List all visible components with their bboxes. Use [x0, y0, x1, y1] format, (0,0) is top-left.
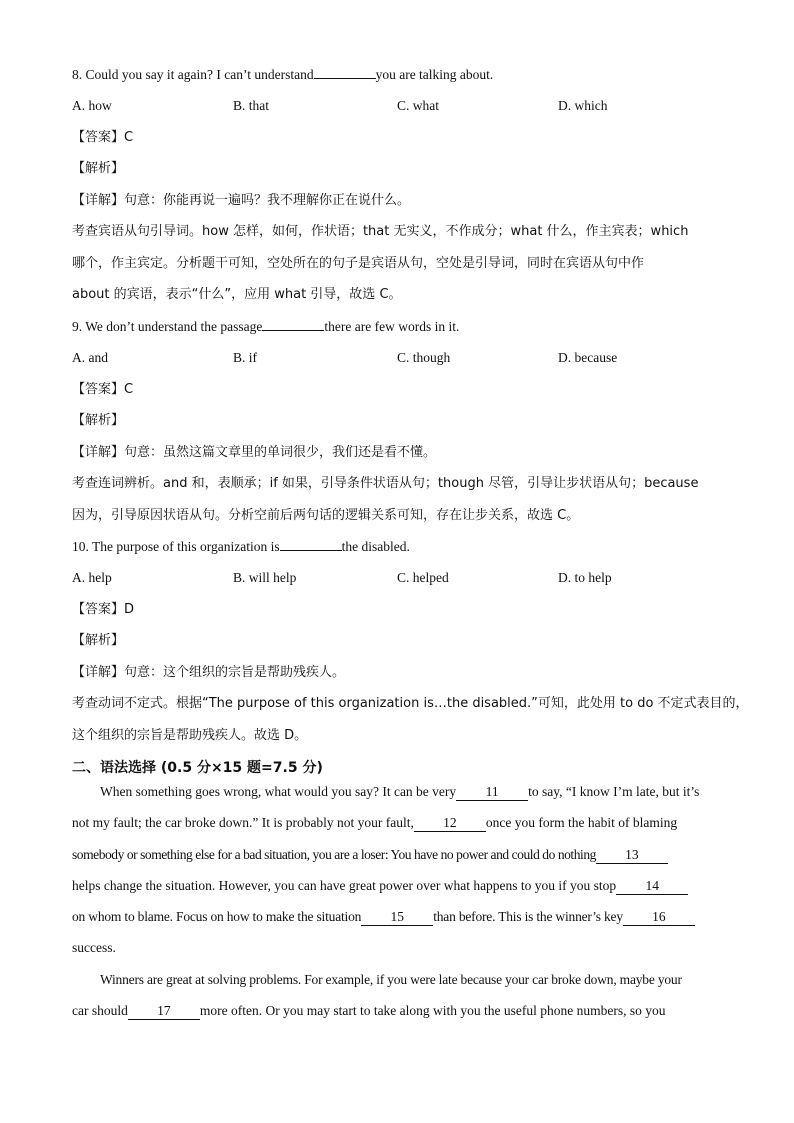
q9-stem — [72, 317, 459, 337]
passage-line-2 — [72, 813, 677, 833]
blank-16: 16 — [623, 909, 695, 926]
passage-text: somebody or something else for a bad situation, you are a loser: You have no power and could do nothing — [72, 847, 596, 862]
blank-17: 17 — [128, 1003, 200, 1020]
q8-stem — [72, 65, 493, 85]
passage-text: not my fault; the car broke down.” It is probably not your fault, — [72, 815, 414, 830]
q10-option-d: D. to help — [558, 570, 612, 585]
passage-text: than before. This is the winner’s key — [433, 909, 623, 924]
q9-option-c: C. though — [397, 350, 451, 365]
passage-line-4 — [72, 876, 688, 896]
q10-blank — [280, 550, 342, 551]
q9-explanation-line-2: 因为，引导原因状语从句。分析空前后两句话的逻辑关系可知，存在让步关系，故选 C。 — [72, 508, 580, 523]
passage-line-1 — [72, 782, 699, 802]
passage-text: car should — [72, 1003, 128, 1018]
q8-option-d: D. which — [558, 98, 608, 113]
q9-stem-start: 9. We don’t understand the passage — [72, 319, 263, 334]
q10-stem — [72, 537, 410, 557]
q9-analysis-label: 【解析】 — [72, 413, 125, 428]
q8-stem-end: you are talking about. — [375, 67, 494, 82]
blank-15: 15 — [361, 909, 433, 926]
q8-explanation-line-3: about 的宾语，表示“什么”，应用 what 引导，故选 C。 — [72, 287, 402, 302]
q10-analysis-label: 【解析】 — [72, 633, 125, 648]
passage-p2-line-2 — [72, 1001, 666, 1021]
q8-option-c: C. what — [397, 98, 439, 113]
passage-text: more often. Or you may start to take along with you the useful phone numbers, so you — [199, 1003, 666, 1018]
q8-option-a: A. how — [72, 98, 112, 113]
passage-p2-line-1: Winners are great at solving problems. For example, if you were late because your car broke down, maybe your — [100, 972, 682, 987]
q8-answer: 【答案】C — [72, 130, 134, 145]
q10-option-c: C. helped — [397, 570, 449, 585]
q10-stem-end: the disabled. — [341, 539, 410, 554]
q10-explanation-line-2: 这个组织的宗旨是帮助残疾人。故选 D。 — [72, 728, 308, 743]
q10-answer: 【答案】D — [72, 602, 135, 617]
section-2-heading: 二、语法选择 (0.5 分×15 题=7.5 分) — [72, 760, 323, 776]
q10-option-a: A. help — [72, 570, 112, 585]
blank-11: 11 — [456, 784, 528, 801]
passage-text: helps change the situation. However, you can have great power over what happens to you if you stop — [72, 878, 617, 893]
q9-option-b: B. if — [233, 350, 258, 365]
blank-14: 14 — [616, 878, 688, 895]
q9-option-d: D. because — [558, 350, 618, 365]
q8-analysis-label: 【解析】 — [72, 161, 125, 176]
q9-answer: 【答案】C — [72, 382, 134, 397]
q8-blank — [314, 78, 376, 79]
q8-explanation-line-2: 哪个，作主宾定。分析题干可知，空处所在的句子是宾语从句，空处是引导词，同时在宾语从句中作 — [72, 256, 645, 271]
passage-line-5 — [72, 907, 695, 927]
passage-text: on whom to blame. Focus on how to make the situation — [72, 909, 362, 924]
q9-stem-end: there are few words in it. — [324, 319, 460, 334]
q8-detail: 【详解】句意：你能再说一遍吗？我不理解你正在说什么。 — [72, 193, 411, 208]
q9-detail: 【详解】句意：虽然这篇文章里的单词很少，我们还是看不懂。 — [72, 445, 437, 460]
q10-detail: 【详解】句意：这个组织的宗旨是帮助残疾人。 — [72, 665, 346, 680]
passage-line-6: success. — [72, 940, 116, 955]
q9-option-a: A. and — [72, 350, 108, 365]
q10-option-b: B. will help — [233, 570, 297, 585]
q9-explanation-line-1: 考查连词辨析。and 和，表顺承；if 如果，引导条件状语从句；though 尽管，引导让步状语从句；because — [72, 476, 699, 491]
blank-13: 13 — [596, 847, 668, 864]
passage-line-3 — [72, 845, 668, 865]
q8-explanation-line-1: 考查宾语从句引导词。how 怎样，如何，作状语；that 无实义，不作成分；what 什么，作主宾表；which — [72, 224, 689, 239]
q9-blank — [262, 330, 324, 331]
q10-stem-start: 10. The purpose of this organization is — [72, 539, 280, 554]
q10-explanation-line-1: 考查动词不定式。根据“The purpose of this organization is…the disabled.”可知，此处用 to do 不定式表目的， — [72, 696, 749, 711]
passage-text: When something goes wrong, what would you say? It can be very — [100, 784, 457, 799]
q8-stem-start: 8. Could you say it again? I can’t understand — [72, 67, 314, 82]
passage-text: to say, “I know I’m late, but it’s — [528, 784, 700, 799]
blank-12: 12 — [414, 815, 486, 832]
q8-option-b: B. that — [233, 98, 269, 113]
passage-text: once you form the habit of blaming — [485, 815, 678, 830]
